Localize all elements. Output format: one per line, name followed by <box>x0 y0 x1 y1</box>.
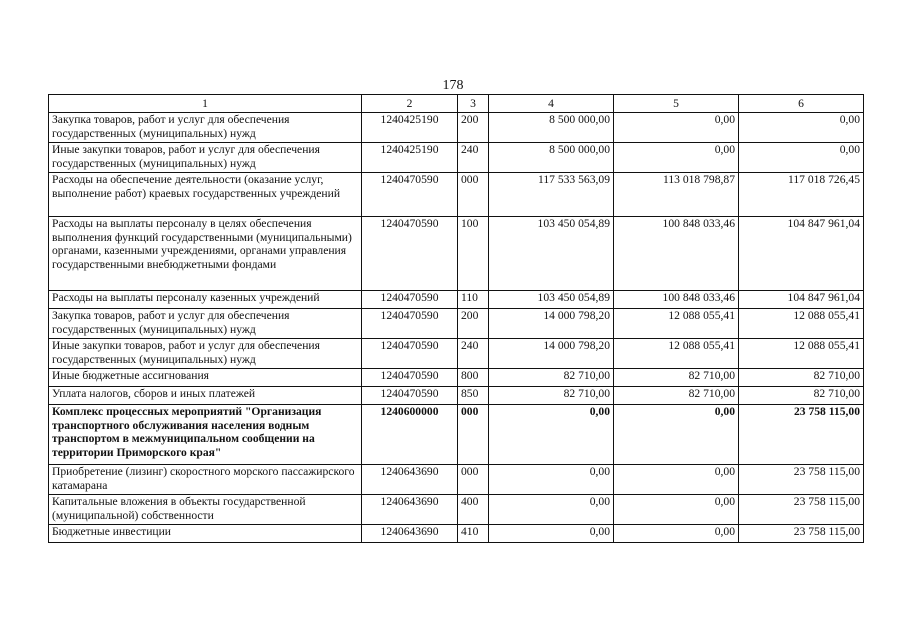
row-target-code: 1240425190 <box>362 113 458 143</box>
row-amount-col6: 23 758 115,00 <box>739 525 864 543</box>
row-amount-col6: 82 710,00 <box>739 387 864 405</box>
row-description: Расходы на выплаты персоналу в целях обеспечения выполнения функций государственными (муниципальными) органами, казенными учреждениями, органами управления государственными внебюджетными фондами <box>49 217 362 291</box>
row-target-code: 1240425190 <box>362 143 458 173</box>
row-description: Иные закупки товаров, работ и услуг для обеспечения государственных (муниципальных) нужд <box>49 143 362 173</box>
row-target-code: 1240470590 <box>362 309 458 339</box>
row-amount-col4: 14 000 798,20 <box>489 339 614 369</box>
row-amount-col5: 0,00 <box>614 143 739 173</box>
row-amount-col5: 12 088 055,41 <box>614 339 739 369</box>
table-row <box>49 217 864 291</box>
row-description: Расходы на выплаты персоналу казенных учреждений <box>49 291 362 309</box>
row-amount-col5: 0,00 <box>614 405 739 465</box>
budget-table <box>48 94 864 543</box>
row-expense-type: 240 <box>458 143 489 173</box>
row-amount-col6: 82 710,00 <box>739 369 864 387</box>
row-description: Иные бюджетные ассигнования <box>49 369 362 387</box>
row-description: Закупка товаров, работ и услуг для обеспечения государственных (муниципальных) нужд <box>49 309 362 339</box>
table-row <box>49 113 864 143</box>
row-amount-col4: 103 450 054,89 <box>489 217 614 291</box>
row-description: Уплата налогов, сборов и иных платежей <box>49 387 362 405</box>
row-expense-type: 000 <box>458 465 489 495</box>
row-amount-col5: 113 018 798,87 <box>614 173 739 217</box>
row-amount-col4: 82 710,00 <box>489 387 614 405</box>
row-amount-col5: 82 710,00 <box>614 369 739 387</box>
row-target-code: 1240643690 <box>362 465 458 495</box>
row-target-code: 1240470590 <box>362 339 458 369</box>
row-amount-col6: 0,00 <box>739 113 864 143</box>
table-row <box>49 339 864 369</box>
row-amount-col6: 12 088 055,41 <box>739 309 864 339</box>
row-amount-col6: 23 758 115,00 <box>739 405 864 465</box>
row-expense-type: 100 <box>458 217 489 291</box>
header-col-2: 2 <box>362 95 458 113</box>
row-expense-type: 410 <box>458 525 489 543</box>
table-row <box>49 495 864 525</box>
row-amount-col4: 82 710,00 <box>489 369 614 387</box>
row-description: Приобретение (лизинг) скоростного морского пассажирского катамарана <box>49 465 362 495</box>
row-amount-col4: 0,00 <box>489 465 614 495</box>
row-amount-col6: 104 847 961,04 <box>739 291 864 309</box>
header-col-6: 6 <box>739 95 864 113</box>
row-amount-col5: 100 848 033,46 <box>614 217 739 291</box>
table-row <box>49 465 864 495</box>
header-col-4: 4 <box>489 95 614 113</box>
row-expense-type: 000 <box>458 405 489 465</box>
row-amount-col6: 117 018 726,45 <box>739 173 864 217</box>
row-target-code: 1240643690 <box>362 495 458 525</box>
row-expense-type: 800 <box>458 369 489 387</box>
row-expense-type: 000 <box>458 173 489 217</box>
table-row <box>49 369 864 387</box>
row-amount-col6: 23 758 115,00 <box>739 495 864 525</box>
table-header <box>49 95 864 113</box>
row-expense-type: 850 <box>458 387 489 405</box>
row-description: Расходы на обеспечение деятельности (оказание услуг, выполнение работ) краевых государственных учреждений <box>49 173 362 217</box>
table-row <box>49 143 864 173</box>
row-amount-col6: 12 088 055,41 <box>739 339 864 369</box>
table-row <box>49 173 864 217</box>
row-amount-col6: 0,00 <box>739 143 864 173</box>
row-target-code: 1240600000 <box>362 405 458 465</box>
table-row <box>49 525 864 543</box>
row-target-code: 1240470590 <box>362 291 458 309</box>
row-amount-col5: 0,00 <box>614 465 739 495</box>
row-expense-type: 200 <box>458 113 489 143</box>
row-expense-type: 110 <box>458 291 489 309</box>
table-body <box>49 113 864 543</box>
table-row <box>49 405 864 465</box>
row-amount-col5: 100 848 033,46 <box>614 291 739 309</box>
table-row <box>49 291 864 309</box>
row-expense-type: 400 <box>458 495 489 525</box>
row-description: Бюджетные инвестиции <box>49 525 362 543</box>
row-amount-col5: 12 088 055,41 <box>614 309 739 339</box>
row-target-code: 1240470590 <box>362 369 458 387</box>
row-amount-col6: 104 847 961,04 <box>739 217 864 291</box>
row-description: Комплекс процессных мероприятий "Организация транспортного обслуживания населения водным транспортом в межмуниципальном сообщении на территории Приморского края" <box>49 405 362 465</box>
row-target-code: 1240470590 <box>362 387 458 405</box>
row-target-code: 1240643690 <box>362 525 458 543</box>
row-amount-col6: 23 758 115,00 <box>739 465 864 495</box>
row-amount-col4: 0,00 <box>489 405 614 465</box>
row-amount-col4: 8 500 000,00 <box>489 143 614 173</box>
table-row <box>49 309 864 339</box>
row-expense-type: 240 <box>458 339 489 369</box>
row-target-code: 1240470590 <box>362 217 458 291</box>
row-amount-col5: 0,00 <box>614 113 739 143</box>
row-amount-col4: 0,00 <box>489 525 614 543</box>
row-amount-col4: 117 533 563,09 <box>489 173 614 217</box>
row-amount-col5: 82 710,00 <box>614 387 739 405</box>
header-row <box>49 95 864 113</box>
row-description: Закупка товаров, работ и услуг для обеспечения государственных (муниципальных) нужд <box>49 113 362 143</box>
row-amount-col4: 103 450 054,89 <box>489 291 614 309</box>
table-row <box>49 387 864 405</box>
header-col-3: 3 <box>458 95 489 113</box>
header-col-1: 1 <box>49 95 362 113</box>
row-description: Иные закупки товаров, работ и услуг для обеспечения государственных (муниципальных) нужд <box>49 339 362 369</box>
row-amount-col5: 0,00 <box>614 525 739 543</box>
page-number: 178 <box>442 78 464 93</box>
row-target-code: 1240470590 <box>362 173 458 217</box>
row-amount-col4: 14 000 798,20 <box>489 309 614 339</box>
row-expense-type: 200 <box>458 309 489 339</box>
header-col-5: 5 <box>614 95 739 113</box>
row-amount-col5: 0,00 <box>614 495 739 525</box>
row-amount-col4: 0,00 <box>489 495 614 525</box>
row-amount-col4: 8 500 000,00 <box>489 113 614 143</box>
row-description: Капитальные вложения в объекты государственной (муниципальной) собственности <box>49 495 362 525</box>
